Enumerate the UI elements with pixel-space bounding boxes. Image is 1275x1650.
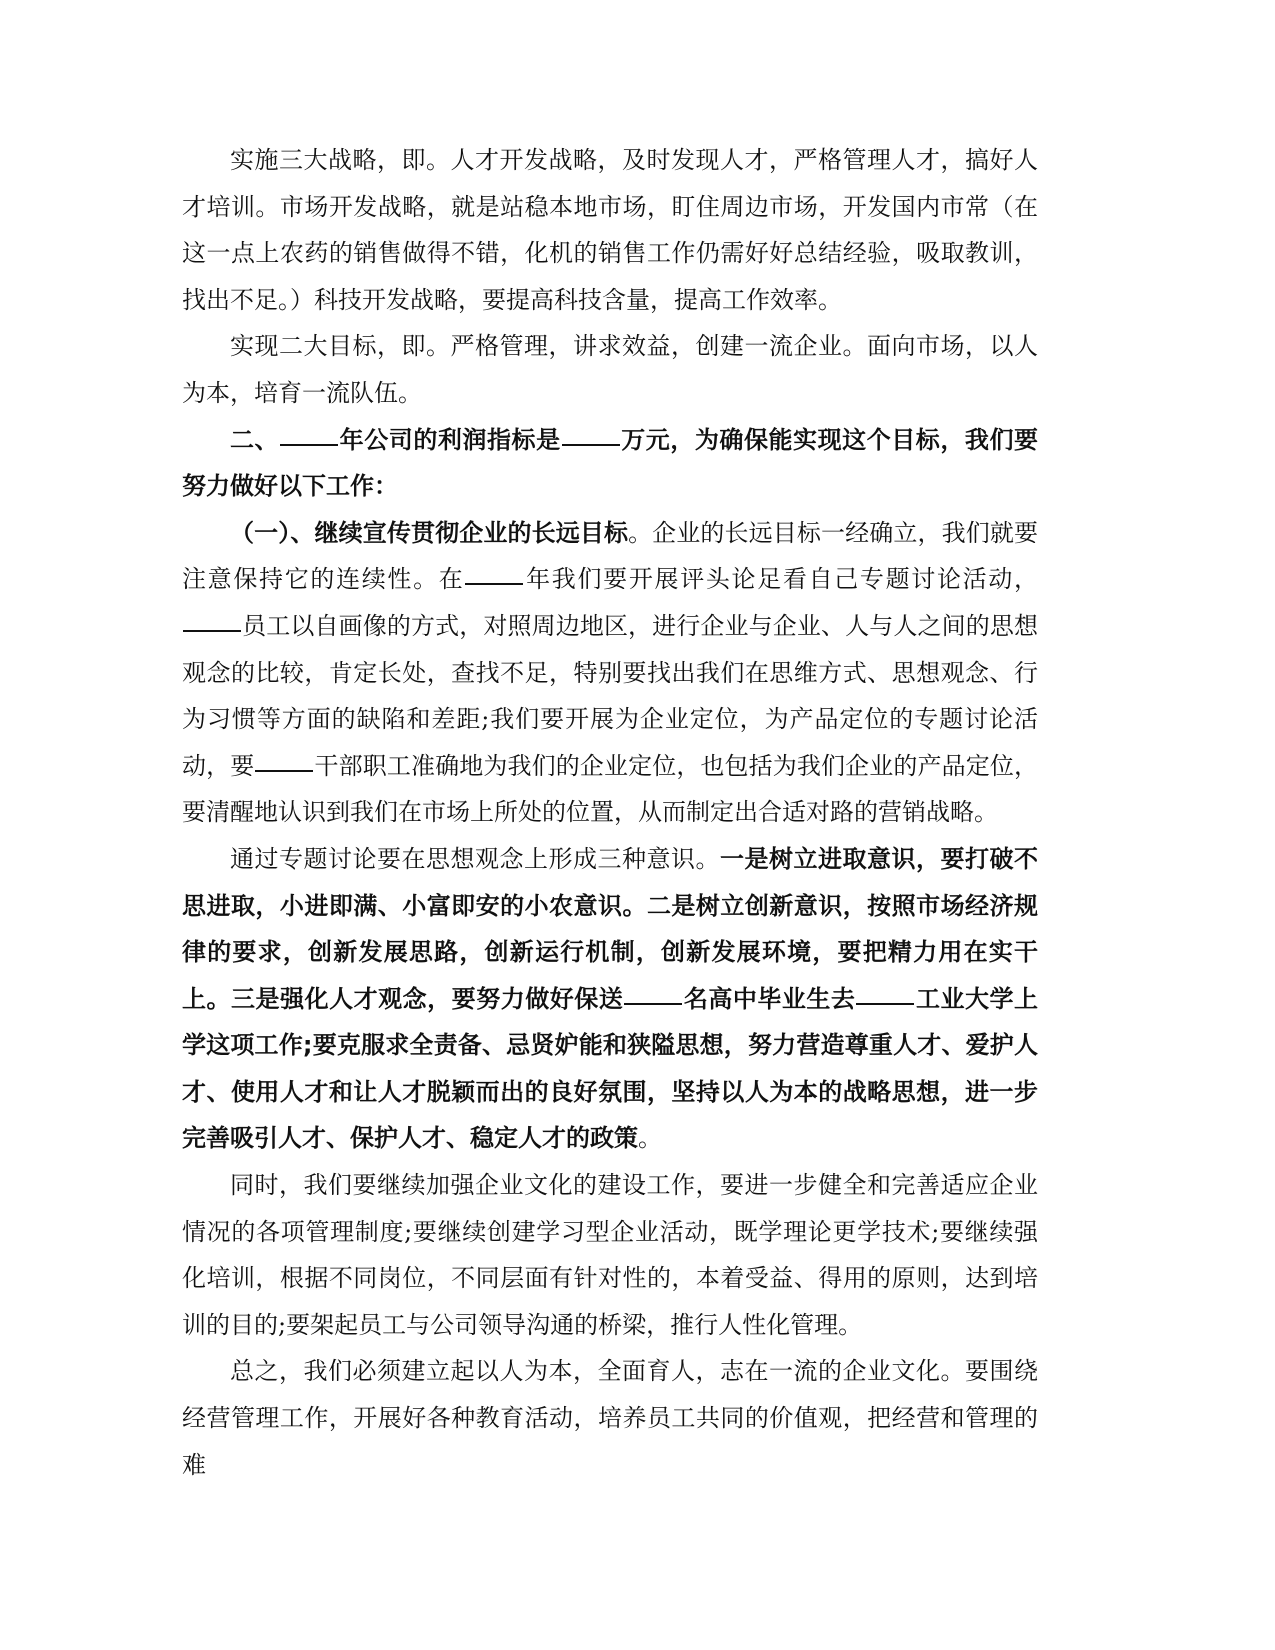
paragraph-long-term-goal (182, 510, 1038, 836)
blank-underline (255, 769, 313, 772)
document-page (182, 137, 1038, 1488)
heading-prefix: 二、 (230, 425, 280, 454)
paragraph-text: 年我们要开展评头论足看自己专题讨论活动， (524, 565, 1039, 594)
blank-underline (183, 629, 241, 632)
paragraph-text: 干部职工准确地为我们的企业定位，也包括为我们企业的产品定位，要清醒地认识到我们在市场上所处的位置，从而制定出合适对路的营销战略。 (182, 751, 1039, 827)
heading-text-2: 万元，为确保能实现这个目标，我们要努力做好以下工作： (182, 425, 1039, 501)
paragraph-two-goals: 实现二大目标，即。严格管理，讲求效益，创建一流企业。面向市场，以人为本，培育一流队伍。 (182, 332, 1038, 407)
paragraph-three-awareness (182, 836, 1038, 1162)
blank-underline (280, 443, 338, 446)
section-heading-profit-target (182, 417, 1038, 510)
bold-text: 工业大学上学这项工作;要克服求全责备、忌贤妒能和狭隘思想，努力营造尊重人才、爱护人才、使用人才和让人才脱颖而出的良好氛围，坚持以人为本的战略思想，进一步完善吸引人才、保护人才、稳定人才的政策 (182, 984, 1039, 1153)
paragraph-corporate-culture: 同时，我们要继续加强企业文化的建设工作，要进一步健全和完善适应企业情况的各项管理制度;要继续创建学习型企业活动，既学理论更学技术;要继续强化培训，根据不同岗位，不同层面有针对性的，本着受益、得用的原则，达到培训的目的;要架起员工与公司领导沟通的桥梁，推行人性化管理。 (182, 1171, 1038, 1339)
heading-text-1: 年公司的利润指标是 (339, 425, 561, 454)
blank-underline (465, 582, 523, 585)
paragraph-text: 员工以自画像的方式，对照周边地区，进行企业与企业、人与人之间的思想观念的比较，肯定长处，查找不足，特别要找出我们在思维方式、思想观念、行为习惯等方面的缺陷和差距;我们要开展为企业定位，为产品定位的专题讨论活动，要 (182, 611, 1038, 780)
blank-underline (562, 443, 620, 446)
paragraph-end: 。 (638, 1124, 662, 1153)
paragraph-three-strategies: 实施三大战略，即。人才开发战略，及时发现人才，严格管理人才，搞好人才培训。市场开发战略，就是站稳本地市场，盯住周边市场，开发国内市常（在这一点上农药的销售做得不错，化机的销售工作仍需好好总结经验，吸取教训，找出不足。）科技开发战略，要提高科技含量，提高工作效率。 (182, 146, 1038, 314)
paragraph-intro: 通过专题讨论要在思想观念上形成三种意识。 (230, 844, 720, 873)
blank-underline (624, 1002, 682, 1005)
subheading-long-term-goal: （一）、继续宣传贯彻企业的长远目标 (230, 518, 629, 547)
blank-underline (856, 1002, 914, 1005)
paragraph-conclusion: 总之，我们必须建立起以人为本，全面育人，志在一流的企业文化。要围绕经营管理工作，开展好各种教育活动，培养员工共同的价值观，把经营和管理的难 (182, 1357, 1038, 1479)
bold-text: 一是树立进取意识，要打破不思进取，小进即满、小富即安的小农意识。二是树立创新意识，按照市场经济规律的要求，创新发展思路，创新运行机制，创新发展环境，要把精力用在实干上。三是强化人才观念，要努力做好保送 (182, 844, 1038, 1013)
bold-text: 名高中毕业生去 (683, 984, 856, 1013)
paragraph-text: 。企业的长远目标一经确立，我们就要注意保持它的连续性。在 (182, 518, 1039, 594)
